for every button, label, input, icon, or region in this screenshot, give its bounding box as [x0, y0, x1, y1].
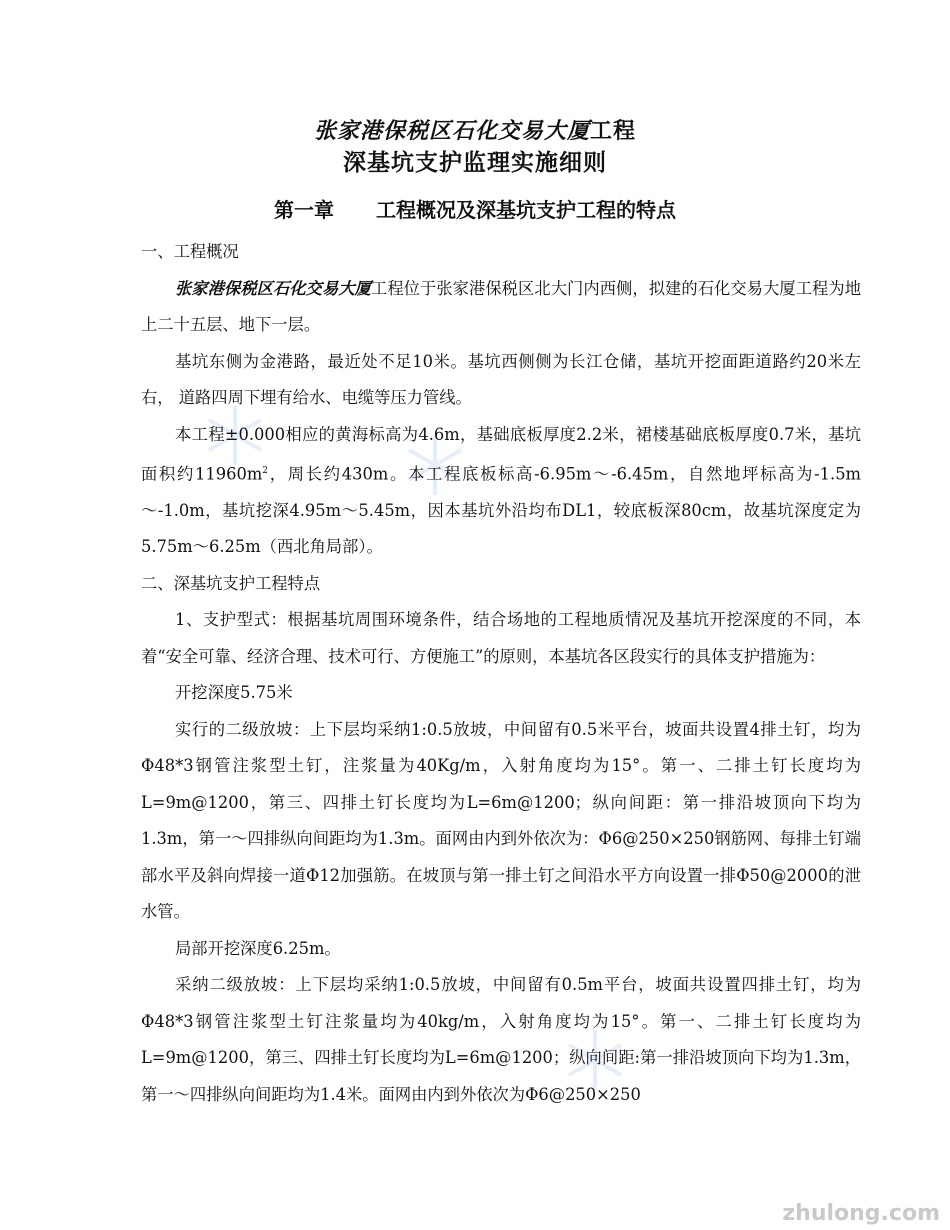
paragraph-1-text: 工程位于张家港保税区北大门内西侧，拟建的石化交易大厦工程为地上二十五层、地下一层。	[141, 278, 861, 334]
document-body	[141, 234, 861, 1113]
paragraph-4: 1、支护型式：根据基坑周围环境条件，结合场地的工程地质情况及基坑开挖深度的不同，本着“安全可靠、经济合理、技术可行、方便施工”的原则，本基坑各区段实行的具体支护措施为：	[141, 610, 861, 666]
document-title-line2: 深基坑支护监理实施细则	[343, 150, 607, 176]
project-name-inline: 张家港保税区石化交易大厦	[175, 278, 372, 298]
paragraph-6: 实行的二级放坡：上下层均采纳1:0.5放坡，中间留有0.5米平台，坡面共设置4排土钉，均为Φ48*3钢管注浆型土钉，注浆量为40Kg/m，入射角度均为15°。第一、二排土钉长度均为L=9m@1200，第三、四排土钉长度均为L=6m@1200；纵向间距：第一排沿坡顶向下均为1.3m，第一～四排纵向间距均为1.3m。面网由内到外依次为：Φ6@250×250钢筋网、每排土钉端部水平及斜向焊接一道Φ12加强筋。在坡顶与第一排土钉之间沿水平方向设置一排Φ50@2000的泄水管。	[141, 719, 861, 922]
section-heading-1: 一、工程概况	[141, 242, 239, 261]
paragraph-2: 基坑东侧为金港路，最近处不足10米。基坑西侧侧为长江仓储，基坑开挖面距道路约20米左右， 道路四周下埋有给水、电缆等压力管线。	[141, 351, 861, 407]
paragraph-3-text-b: ，周长约430m。本工程底板标高-6.95m～-6.45m，自然地坪标高为-1.5m～-1.0m，基坑挖深4.95m～5.45m，因本基坑外沿均布DL1，较底板深80cm，故基坑深度定为5.75m～6.25m（西北角局部）。	[141, 464, 861, 557]
title-suffix: 工程	[590, 118, 637, 144]
project-name: 张家港保税区石化交易大厦	[313, 118, 590, 144]
chapter-heading	[0, 194, 950, 223]
document-title-line1	[0, 114, 950, 145]
paragraph-5: 开挖深度5.75米	[175, 683, 293, 703]
paragraph-8: 采纳二级放坡：上下层均采纳1:0.5放坡，中间留有0.5m平台，坡面共设置四排土钉，均为Φ48*3钢管注浆型土钉注浆量均为40kg/m，入射角度均为15°。第一、二排土钉长度均为L=9m@1200，第三、四排土钉长度均为L=6m@1200；纵向间距:第一排沿坡顶向下均为1.3m，第一～四排纵向间距均为1.4米。面网由内到外依次为Φ6@250×250	[141, 975, 861, 1104]
chapter-title: 工程概况及深基坑支护工程的特点	[376, 198, 676, 222]
paragraph-7: 局部开挖深度6.25m。	[175, 938, 341, 958]
section-heading-2: 二、深基坑支护工程特点	[141, 573, 321, 593]
watermark-logo: zhulong.com	[782, 1201, 940, 1226]
paragraph-3	[141, 417, 861, 566]
superscript: 2	[262, 466, 269, 476]
paragraph-3-text-a: 本工程±0.000相应的黄海标高为4.6m，基础底板厚度2.2米，裙楼基础底板厚度0.7米，基坑面积约11960m	[141, 424, 861, 484]
chapter-number: 第一章	[274, 198, 334, 222]
paragraph-1	[141, 271, 861, 344]
